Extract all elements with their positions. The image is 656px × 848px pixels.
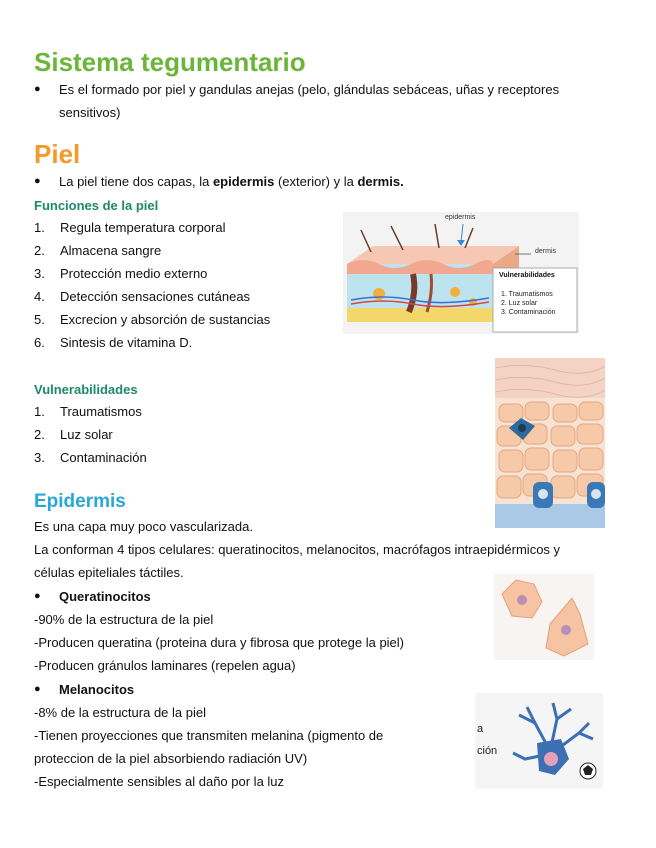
piel-bullet-text [34, 170, 614, 193]
label-dermis: dermis [535, 248, 557, 255]
list-item [34, 308, 334, 331]
melanocitos-text [34, 701, 454, 793]
melanocyte-icon [475, 693, 603, 789]
keratinocyte-cells-icon [494, 574, 594, 660]
list-number: 1. [34, 220, 45, 235]
queratinocitos-bullet [34, 585, 334, 608]
list-number: 6. [34, 335, 45, 350]
melanocitos-line: -8% de la estructura de la piel [34, 705, 206, 720]
list-number: 5. [34, 312, 45, 327]
melanocyte-partial-label-2: ción [477, 745, 498, 757]
bullet-icon: ● [34, 175, 41, 187]
piel-bullet [34, 170, 614, 193]
melanocitos-line: proteccion de la piel absorbiendo radiación UV) [34, 751, 308, 766]
queratinocitos-heading: Queratinocitos [59, 589, 151, 604]
intro-bullet [34, 78, 614, 124]
label-epidermis: epidermis [445, 214, 476, 221]
list-item [34, 331, 334, 354]
epidermis-cells-figure [495, 358, 605, 528]
list-number: 2. [34, 427, 45, 442]
box-item: 1. Traumatismos [501, 291, 553, 298]
piel-bullet-bold-dermis: dermis. [357, 174, 404, 189]
epidermis-line: Es una capa muy poco vascularizada. [34, 519, 253, 534]
list-number: 4. [34, 289, 45, 304]
list-item [34, 285, 334, 308]
vulnerabilidades-box-list [501, 290, 555, 317]
keratinocytes-figure [494, 574, 594, 660]
box-item: 2. Luz solar [501, 300, 538, 307]
bullet-icon: ● [34, 590, 41, 602]
list-item [34, 239, 334, 262]
list-number: 1. [34, 404, 45, 419]
piel-bullet-pre: La piel tiene dos capas, la [59, 174, 213, 189]
funciones-heading: Funciones de la piel [34, 198, 159, 213]
intro-bullet-text: Es el formado por piel y gandulas anejas (pelo, glándulas sebáceas, uñas y receptores sensitivos) [59, 82, 560, 120]
list-text: Protección medio externo [60, 266, 208, 281]
list-number: 3. [34, 450, 45, 465]
list-text: Luz solar [60, 427, 113, 442]
skin-cross-section-figure [343, 212, 579, 334]
list-number: 3. [34, 266, 45, 281]
vulnerabilidades-heading: Vulnerabilidades [34, 382, 138, 397]
list-text: Almacena sangre [60, 243, 162, 258]
piel-bullet-mid: (exterior) y la [274, 174, 358, 189]
list-item [34, 446, 334, 469]
box-item: 3. Contaminación [501, 309, 556, 316]
piel-heading: Piel [34, 139, 81, 169]
melanocitos-line: -Tienen proyecciones que transmiten melanina (pigmento de [34, 728, 384, 743]
piel-bullet-bold-epidermis: epidermis [212, 174, 275, 189]
melanocitos-line: -Especialmente sensibles al daño por la luz [34, 774, 285, 789]
queratinocitos-line: -Producen queratina (proteina dura y fibrosa que protege la piel) [34, 635, 405, 650]
list-text: Excrecion y absorción de sustancias [60, 312, 271, 327]
epidermis-line: células epiteliales táctiles. [34, 565, 184, 580]
list-item [34, 423, 334, 446]
melanocyte-figure [475, 693, 603, 789]
vulnerabilidades-list [34, 400, 334, 469]
epidermis-heading: Epidermis [34, 491, 126, 512]
queratinocitos-line: -90% de la estructura de la piel [34, 612, 214, 627]
list-number: 2. [34, 243, 45, 258]
list-text: Traumatismos [60, 404, 142, 419]
funciones-list [34, 216, 334, 354]
list-text: Contaminación [60, 450, 147, 465]
bullet-icon: ● [34, 83, 41, 95]
epidermis-line: La conforman 4 tipos celulares: queratinocitos, melanocitos, macrófagos intraepidérmicos y [34, 542, 561, 557]
list-item [34, 216, 334, 239]
list-item [34, 262, 334, 285]
bullet-icon: ● [34, 683, 41, 695]
list-text: Detección sensaciones cutáneas [60, 289, 251, 304]
melanocitos-heading: Melanocitos [59, 682, 135, 697]
queratinocitos-text [34, 608, 484, 677]
melanocitos-bullet [34, 678, 334, 701]
page-title: Sistema tegumentario [34, 47, 306, 77]
list-text: Regula temperatura corporal [60, 220, 226, 235]
queratinocitos-line: -Producen gránulos laminares (repelen agua) [34, 658, 296, 673]
list-item [34, 400, 334, 423]
melanocyte-partial-label-1: a [477, 723, 484, 735]
list-text: Sintesis de vitamina D. [60, 335, 193, 350]
epidermis-cells-icon [495, 358, 605, 528]
vulnerabilidades-box-title: Vulnerabilidades [499, 272, 555, 279]
